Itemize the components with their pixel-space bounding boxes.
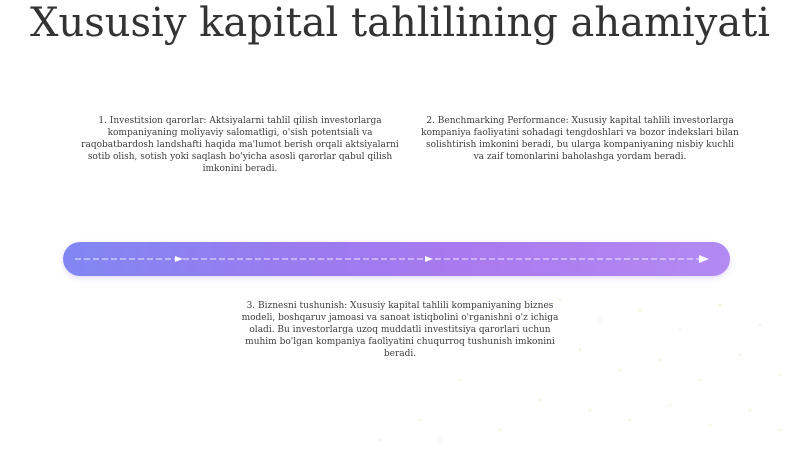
arrow-3-icon	[699, 255, 709, 263]
point-business-understanding: 3. Biznesni tushunish: Xususiy kapital tahlili kompaniyaning biznes modeli, boshqaruv jamoasi va sanoat istiqbolini o'rganishni o'z ichiga oladi. Bu investorlarga uzoq muddatli investitsiya qarorlari uchun muhim bo'lgan kompaniya faoliyatini chuqurroq tushunish imkonini beradi.	[241, 301, 559, 359]
timeline-arrows	[63, 242, 730, 276]
page-title: Xususiy kapital tahlilining ahamiyati	[29, 0, 771, 46]
point-investment-decisions: 1. Investitsion qarorlar: Aktsiyalarni tahlil qilish investorlarga kompaniyaning moliyaviy salomatligi, o'sish potentsiali va raqobatbardosh landshafti haqida ma'lumot berish orqali aktsiyalarni sotib olish, sotish yoki saqlash bo'yicha asosli qarorlar qabul qilish imkonini beradi.	[81, 116, 399, 174]
arrow-2-icon	[425, 256, 433, 262]
arrow-1-icon	[175, 256, 183, 262]
timeline-bar	[63, 242, 730, 276]
point-benchmarking-performance: 2. Benchmarking Performance: Xususiy kapital tahlili investorlarga kompaniya faoliyatini sohadagi tengdoshlari va bozor indekslari bilan solishtirish imkonini beradi, bu ularga kompaniyaning nisbiy kuchli va zaif tomonlarini baholashga yordam beradi.	[421, 116, 739, 162]
